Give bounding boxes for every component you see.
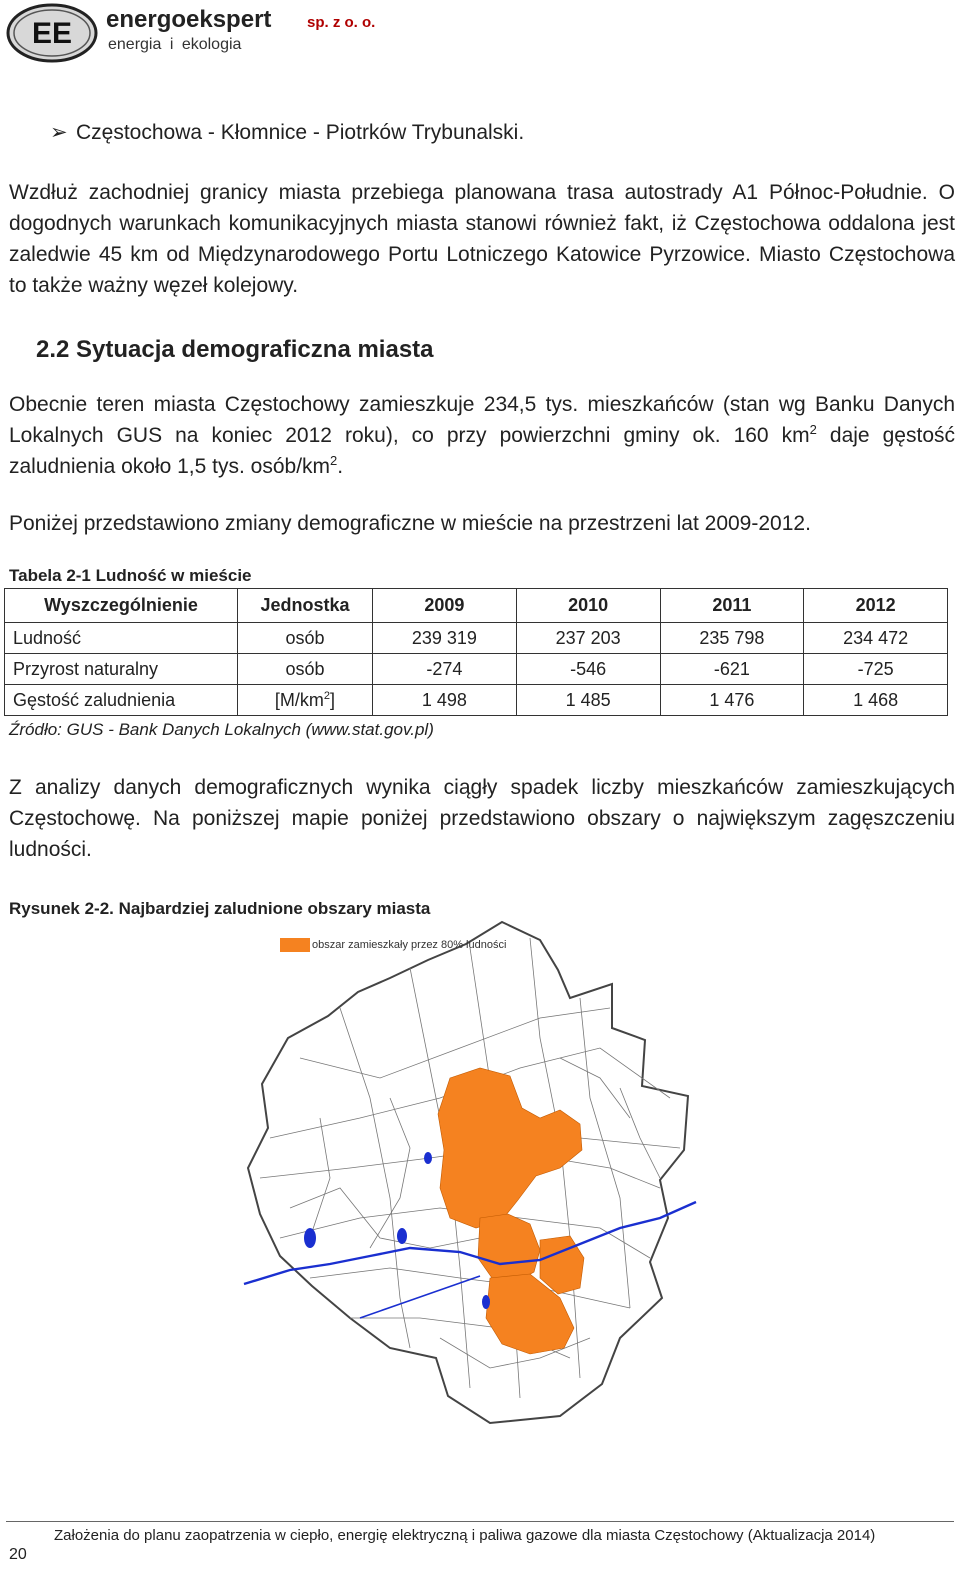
arrow-bullet-icon: ➢: [50, 121, 68, 144]
table-source: Źródło: GUS - Bank Danych Lokalnych (www.stat.gov.pl): [9, 720, 434, 739]
table-cell: -621: [660, 654, 804, 685]
table-cell: -546: [516, 654, 660, 685]
table-cell: 235 798: [660, 623, 804, 654]
unit-text: [M/km: [274, 689, 324, 710]
brand-name: energoekspert: [106, 6, 272, 33]
logo-text: EE: [31, 17, 73, 50]
header-cell: 2010: [516, 589, 660, 623]
changes-paragraph: Poniżej przedstawiono zmiany demograficzne w mieście na przestrzeni lat 2009-2012.: [9, 512, 811, 535]
table-cell: 237 203: [516, 623, 660, 654]
population-text-1: Obecnie teren miasta Częstochowy zamieszkuje 234,5 tys. mieszkańców (stan wg Banku Danych Lokalnych GUS na koniec 2012 roku), co przy powierzchni gminy ok. 160 km: [9, 393, 955, 447]
table-cell: osób: [238, 623, 373, 654]
section-heading: 2.2 Sytuacja demograficzna miasta: [36, 336, 434, 363]
unit-close: ]: [330, 689, 336, 710]
footer-divider: [6, 1521, 954, 1522]
table-cell: Przyrost naturalny: [5, 654, 238, 685]
analysis-paragraph: Z analizy danych demograficznych wynika ciągły spadek liczby mieszkańców zamieszkujących Częstochowę. Na poniższej mapie poniżej przedstawiono obszary o największym zagęszczeniu ludności.: [9, 776, 955, 861]
page-number: 20: [9, 1546, 27, 1563]
brand-tagline: energia i ekologia: [108, 36, 242, 53]
table-cell-unit: [238, 685, 373, 716]
route-text: Częstochowa - Kłomnice - Piotrków Trybunalski.: [76, 121, 525, 144]
table-cell: -274: [373, 654, 517, 685]
unit-sup: 2: [323, 689, 331, 702]
table-cell: 1 485: [516, 685, 660, 716]
population-text-3: .: [337, 455, 344, 478]
table-caption: Tabela 2-1 Ludność w mieście: [9, 566, 252, 585]
table-cell: 1 476: [660, 685, 804, 716]
table-cell: Gęstość zaludnienia: [5, 685, 238, 716]
table-header-row: [5, 589, 948, 623]
route-bullet: [50, 120, 524, 145]
company-logo: [6, 2, 102, 64]
table-row: [5, 623, 948, 654]
table-cell: 1 468: [804, 685, 948, 716]
header-cell: Wyszczególnienie: [5, 589, 238, 623]
table-cell: 239 319: [373, 623, 517, 654]
header-cell: 2009: [373, 589, 517, 623]
brand-suffix: sp. z o. o.: [307, 14, 376, 31]
table-cell: Ludność: [5, 623, 238, 654]
population-table: [4, 588, 948, 716]
intro-paragraph: Wzdłuż zachodniej granicy miasta przebiega planowana trasa autostrady A1 Północ-Południe. O dogodnych warunkach komunikacyjnych miasta stanowi również fakt, iż Częstochowa oddalona jest zaledwie 45 km od Międzynarodowego Portu Lotniczego Katowice Pyrzowice. Miasto Częstochowa to także ważny węzeł kolejowy.: [9, 181, 955, 297]
table-cell: 234 472: [804, 623, 948, 654]
figure-caption: Rysunek 2-2. Najbardziej zaludnione obszary miasta: [9, 899, 431, 918]
table-row: [5, 685, 948, 716]
header-cell: 2012: [804, 589, 948, 623]
footer-text: Założenia do planu zaopatrzenia w ciepło, energię elektryczną i paliwa gazowe dla miasta Częstochowy (Aktualizacja 2014): [54, 1527, 876, 1544]
population-sup-1: 2: [809, 422, 817, 437]
population-text-2: daje gęstość zaludnienia około 1,5 tys. osób/km: [9, 424, 956, 478]
header-cell: 2011: [660, 589, 804, 623]
table-cell: osób: [238, 654, 373, 685]
population-paragraph: [9, 389, 955, 482]
header-cell: Jednostka: [238, 589, 373, 623]
table-cell: 1 498: [373, 685, 517, 716]
table-row: [5, 654, 948, 685]
table-cell: -725: [804, 654, 948, 685]
map-legend-label: obszar zamieszkały przez 80% ludności: [312, 939, 507, 951]
legend-swatch: [280, 938, 310, 952]
population-density-map: [240, 918, 700, 1428]
population-sup-2: 2: [330, 453, 338, 468]
